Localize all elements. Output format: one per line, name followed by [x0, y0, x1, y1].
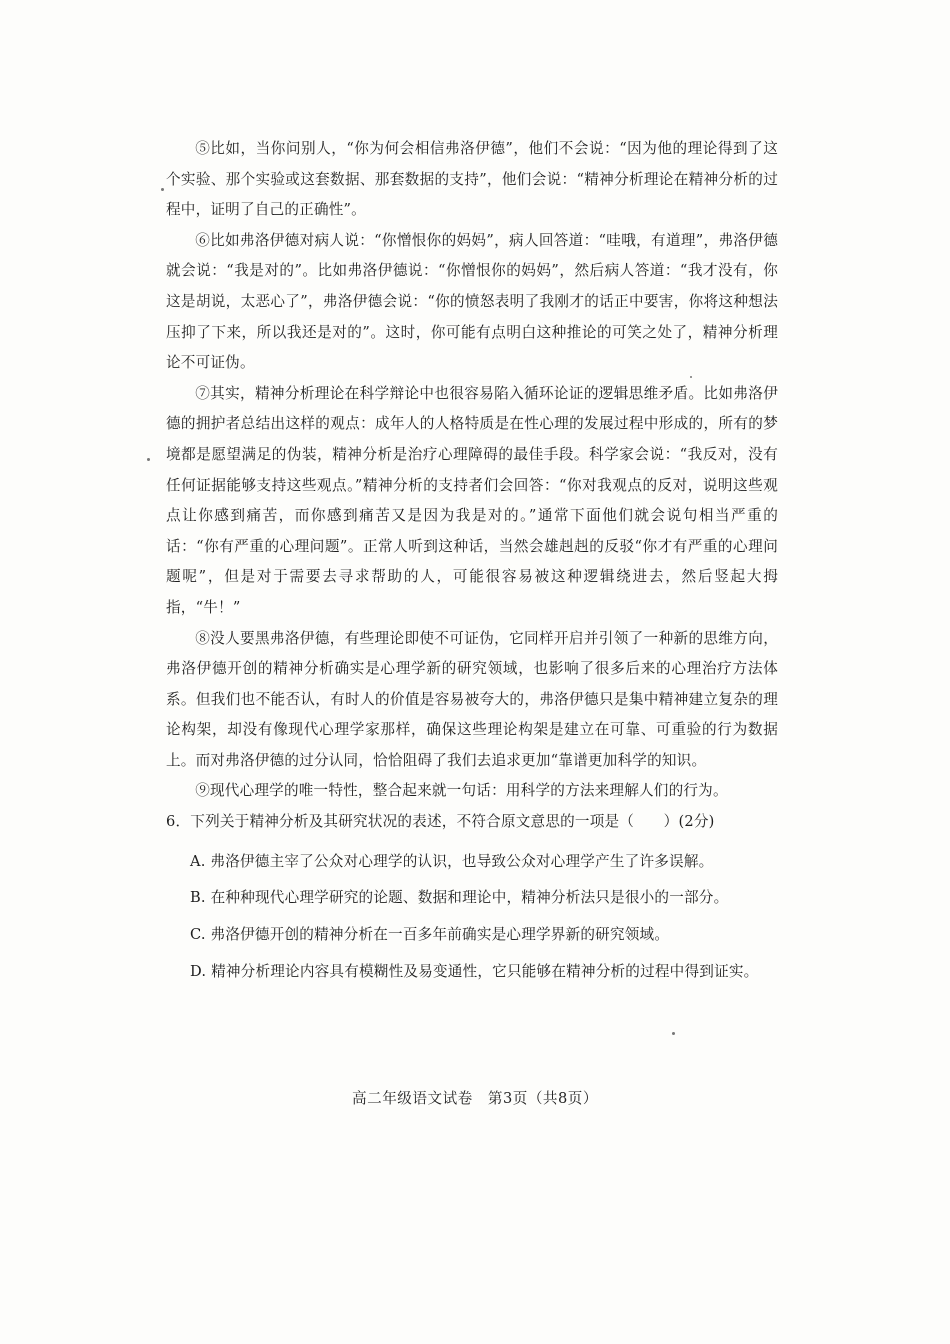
option-b: [166, 880, 778, 917]
option-c-letter: C.: [190, 925, 206, 943]
option-c-text: 弗洛伊德开创的精神分析在一百多年前确实是心理学界新的研究领域。: [210, 925, 670, 943]
question-6-stem: 6．下列关于精神分析及其研究状况的表述，不符合原文意思的一项是（ ）(2分): [166, 813, 715, 831]
paragraph-8: ⑧没人要黑弗洛伊德，有些理论即使不可证伪，它同样开启并引领了一种新的思维方向，弗洛伊德开创的精神分析确实是心理学新的研究领域，也影响了很多后来的心理治疗方法体系。但我们也不能否认，有时人的价值是容易被夸大的，弗洛伊德只是集中精神建立复杂的理论构架，却没有像现代心理学家那样，确保这些理论构架是建立在可靠、可重验的行为数据上。而对弗洛伊德的过分认同，恰恰阻碍了我们去追求更加“靠谱更加科学的知识。: [166, 629, 778, 769]
page-content: [166, 134, 778, 991]
option-a-text: 弗洛伊德主宰了公众对心理学的认识，也导致公众对心理学产生了许多误解。: [210, 852, 714, 870]
scan-speck: [147, 458, 150, 461]
option-c: [166, 917, 778, 954]
option-b-text: 在种种现代心理学研究的论题、数据和理论中，精神分析法只是很小的一部分。: [210, 889, 729, 907]
option-a: [166, 844, 778, 881]
option-a-letter: A.: [190, 852, 206, 870]
paragraph-6: ⑥比如弗洛伊德对病人说：“你憎恨你的妈妈”，病人回答道：“哇哦，有道理”，弗洛伊德就会说：“我是对的”。比如弗洛伊德说：“你憎恨你的妈妈”，然后病人答道：“我才没有，你这是胡说，太恶心了”，弗洛伊德会说：“你的愤怒表明了我刚才的话正中要害，你将这种想法压抑了下来，所以我还是对的”。这时，你可能有点明白这种推论的可笑之处了，精神分析理论不可证伪。: [166, 231, 778, 372]
option-d-text: 精神分析理论内容具有模糊性及易变通性，它只能够在精神分析的过程中得到证实。: [211, 963, 759, 981]
question-6-options: [166, 844, 778, 992]
option-b-letter: B.: [190, 889, 206, 907]
scan-speck: [672, 1032, 675, 1035]
option-d: [166, 953, 778, 991]
paragraph-9: ⑨现代心理学的唯一特性，整合起来就一句话：用科学的方法来理解人们的行为。: [195, 782, 728, 800]
scan-speck: [690, 376, 692, 378]
option-d-letter: D.: [190, 963, 207, 981]
scan-speck: [161, 188, 164, 191]
paragraph-5: ⑤比如，当你问别人，“你为何会相信弗洛伊德”，他们不会说：“因为他的理论得到了这个实验、那个实验或这套数据、那套数据的支持”，他们会说：“精神分析理论在精神分析的过程中，证明了自己的正确性”。: [166, 140, 778, 219]
page-footer: 高二年级语文试卷 第3页（共8页）: [352, 1090, 598, 1107]
paragraph-7: ⑦其实，精神分析理论在科学辩论中也很容易陷入循环论证的逻辑思维矛盾。比如弗洛伊德的拥护者总结出这样的观点：成年人的人格特质是在性心理的发展过程中形成的，所有的梦境都是愿望满足的伪装，精神分析是治疗心理障碍的最佳手段。科学家会说：“我反对，没有任何证据能够支持这些观点。”精神分析的支持者们会回答：“你对我观点的反对，说明这些观点让你感到痛苦，而你感到痛苦又是因为我是对的。”通常下面他们就会说句相当严重的话：“你有严重的心理问题”。正常人听到这种话，当然会雄赳赳的反驳“你才有严重的心理问题呢”，但是对于需要去寻求帮助的人，可能很容易被这种逻辑绕进去，然后竖起大拇指，“牛！”: [166, 384, 778, 616]
